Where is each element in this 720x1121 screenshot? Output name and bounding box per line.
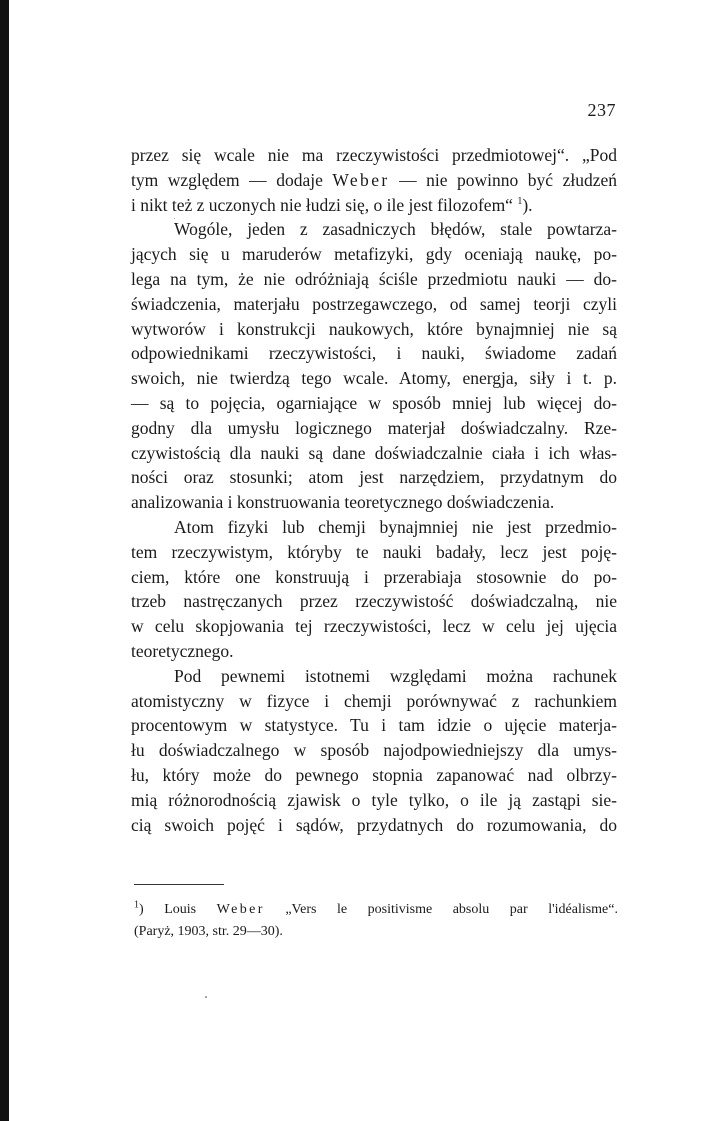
text-line: teoretycznego. (131, 640, 234, 661)
text-line: łu doświadczalnego w sposób najodpowiedniejszy dla umys- (131, 740, 617, 761)
footnote-marker: 1 (134, 899, 139, 911)
text-line: swoich, nie twierdzą tego wcale. Atomy, energja, siły i t. p. (131, 368, 617, 389)
emphasized-name: Weber (332, 169, 390, 190)
footnote-divider (134, 884, 224, 885)
text-line: przez się wcale nie ma rzeczywistości przedmiotowej“. „Pod (131, 145, 617, 165)
text-line: Atom fizyki lub chemji bynajmniej nie jest przedmio- (174, 516, 617, 537)
text-line: Pod pewnemi istotnemi względami można rachunek (174, 665, 617, 686)
text-line: tym względem — dodaje Weber — nie powinno być złudzeń (131, 169, 617, 190)
text-line: ciem, które one konstruują i przerabiaja stosownie do po- (131, 566, 617, 587)
text-line: i nikt też z uczonych nie łudzi się, o ile jest filozofem“ $^1$). (131, 194, 533, 215)
text-line: świadczenia, materjału postrzegawczego, od samej teorji czyli (131, 293, 617, 314)
text-line: cią swoich pojęć i sądów, przydatnych do rozumowania, do (131, 814, 617, 835)
text-line: jących się u maruderów metafizyki, gdy oceniają naukę, po- (131, 244, 617, 265)
emphasized-name: Weber (216, 902, 265, 917)
footnote-line: (Paryż, 1903, str. 29—30). (134, 924, 283, 939)
page-number: 237 (587, 100, 616, 120)
paper-speck (205, 996, 207, 998)
text-line: mią różnorodnością zjawisk o tyle tylko, o ile ją zastąpi sie- (131, 789, 617, 810)
text-line: tem rzeczywistym, któryby te nauki badały, lecz jest poję- (131, 541, 617, 562)
footnote-reference: 1 (517, 195, 523, 207)
text-line: atomistyczny w fizyce i chemji porównywać z rachunkiem (131, 690, 617, 711)
paper-speck (174, 218, 175, 219)
text-line: łu, który może do pewnego stopnia zapanować nad olbrzy- (131, 764, 617, 785)
footnote (134, 899, 618, 943)
text-line: trzeb nastręczanych przez rzeczywistość doświadczalną, nie (131, 591, 617, 612)
footnote-line: $^1$) Louis Weber „Vers le positivisme absolu par l'idéalisme“. (134, 899, 618, 917)
text-line: godny dla umysłu logicznego materjał doświadczalny. Rze- (131, 417, 617, 438)
text-line: ności oraz stosunki; atom jest narzędziem, przydatnym do (131, 467, 617, 488)
page-spine-edge (0, 0, 9, 1121)
text-line: odpowiednikami rzeczywistości, i nauki, świadome zadań (131, 343, 617, 364)
text-line: czywistością dla nauki są dane doświadczalnie ciała i ich włas- (131, 442, 617, 463)
body-text (131, 143, 617, 837)
text-line: analizowania i konstruowania teoretycznego doświadczenia. (131, 492, 555, 513)
text-line: Wogóle, jeden z zasadniczych błędów, stale powtarza- (174, 219, 617, 240)
text-line: — są to pojęcia, ogarniające w sposób mniej lub więcej do- (131, 392, 617, 413)
text-line: w celu skopjowania tej rzeczywistości, lecz w celu jej ujęcia (131, 616, 617, 637)
text-line: procentowym w statystyce. Tu i tam idzie o ujęcie materja- (131, 715, 617, 736)
text-line: lega na tym, że nie odróżniają ściśle przedmiotu nauki — do- (131, 268, 617, 289)
text-line: wytworów i konstrukcji naukowych, które bynajmniej nie są (131, 318, 617, 339)
